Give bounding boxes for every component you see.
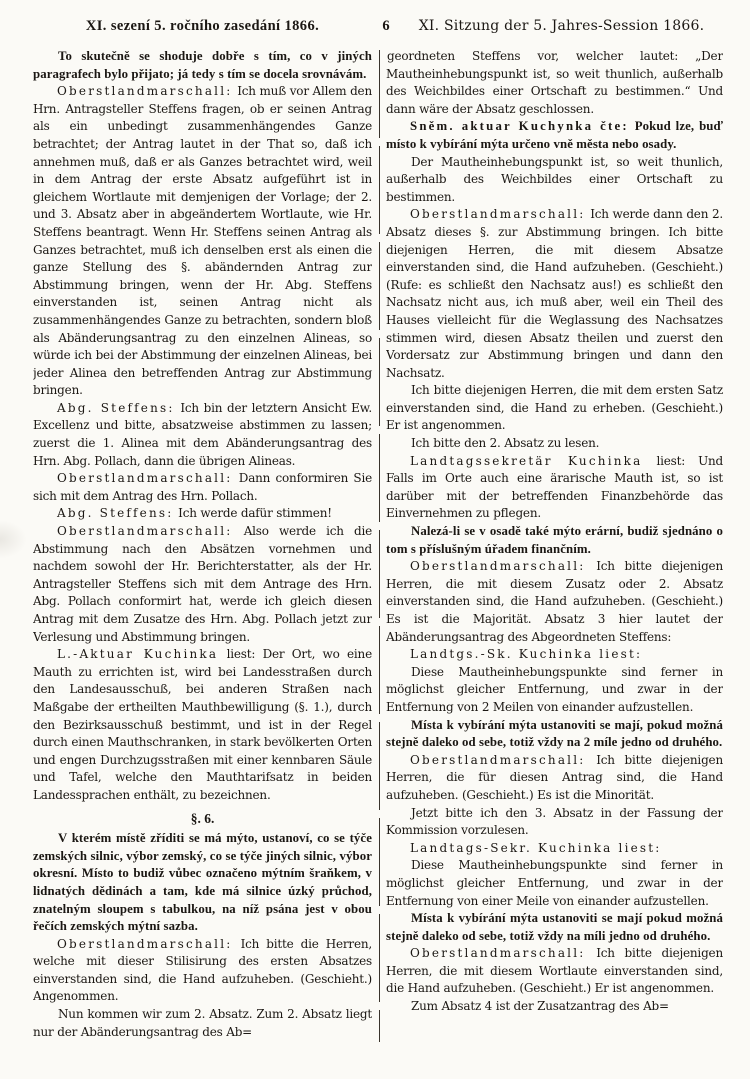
paragraph (386, 435, 723, 453)
paragraph-text: Ich bitte den 2. Absatz zu lesen. (411, 436, 600, 451)
paragraph-text: Jetzt bitte ich den 3. Absatz in der Fassung der Kommission vorzulesen. (386, 805, 723, 838)
paragraph-text: Nun kommen wir zum 2. Absatz. Zum 2. Absatz liegt nur der Abänderungsantrag des Ab= (33, 1007, 372, 1039)
paragraph (386, 998, 723, 1016)
paragraph-text: Ich bitte diejenigen Herren, die mit dem ersten Satz einverstanden sind, die Hand zu erheben. (Geschieht.) Er ist angenommen. (386, 383, 723, 433)
speaker-name: Landtagssekretär Kuchinka (410, 453, 643, 468)
paragraph-text: Pokud lze, buď místo k vybírání mýta určeno vně města nebo osady. (386, 119, 723, 151)
paragraph (33, 470, 372, 505)
paragraph (386, 717, 723, 752)
speaker-name: Oberstlandmarschall: (57, 936, 233, 951)
column-divider-rule (379, 50, 380, 1042)
speaker-name: Landtgs.-Sk. Kuchinka liest: (410, 647, 643, 662)
speaker-name: Oberstlandmarschall: (57, 471, 233, 486)
paragraph (386, 664, 723, 717)
paragraph (33, 505, 372, 523)
paragraph-text: V kterém místě zříditi se má mýto, ustanoví, co se týče zemských silnic, výbor zemský, co se týče jiných silnic, výbor okresní. Místo to budiž vůbec označeno mýtním šraňkem, v lidnatých dědinách a tam, kde má silnice úzký průchod, znatelným sloupem s tabulkou, na níž psána jest v obou řečích zemských mýtní sazba. (33, 831, 372, 934)
speaker-name: Oberstlandmarschall: (410, 559, 586, 574)
paragraph-text: Diese Mautheinhebungspunkte sind ferner in möglichst gleicher Entfernung, und zwar in der Entfernung von 2 Meilen von einander aufzustellen. (386, 664, 723, 714)
paragraph-text: Also werde ich die Abstimmung nach den Absätzen vornehmen und nachdem sowohl der Hr. Berichterstatter, als der Hr. Antragsteller Steffens sich mit dem Antrage des Hrn. Abg. Pollach conformirt hat, werde ich gleich diesen Antrag mit dem Zusatze des Hrn. Abg. Pollach jetzt zur Verlesung und Abstimmung bringen. (33, 524, 372, 644)
paragraph-text: Dann conformiren Sie sich mit dem Antrag des Hrn. Pollach. (33, 471, 372, 503)
paragraph-text: geordneten Steffens vor, welcher lautet: „Der Mautheinhebungspunkt ist, so weit thunlich, außerhalb des Weichbildes einer Ortschaft zu bestimmen.“ Und dann wäre der Absatz geschlossen. (386, 49, 723, 116)
paragraph-text: liest: Der Ort, wo eine Mauth zu errichten ist, wird bei Landesstraßen durch den Landesausschuß, bei anderen Straßen nach Maßgabe der ertheilten Mauthbewilligung (§. 1.), durch den Bezirksausschuß bestimmt, und ist in der Regel durch einen Mauthschranken, in stark bevölkerten Orten und engen Durchzugsstraßen mit einer kennbaren Säule und Tafel, welche den Mauthtarifsatz in beiden Landessprachen enthält, zu bezeichnen. (33, 647, 372, 802)
paragraph-text: Ich muß vor Allem den Hrn. Antragsteller Steffens fragen, ob er seinen Antrag als ein unbedingt zusammenhängendes Ganze betrachtet; der Antrag lautet in der That so, daß ich annehmen muß, daß er als Ganzes betrachtet wird, weil in dem Antrag der erste Absatz aufgeführt ist in gleichem Wortlaute mit demjenigen der Vorlage; der 2. und 3. Absatz aber in abgeändertem Wortlaute, wie Hr. Steffens beantragt. Wenn Hr. Steffens seinen Antrag als Ganzes betrachtet, muß ich denselben erst als einen die ganze Stellung des §. abändernden Antrag zur Abstimmung bringen, wenn der Hr. Abg. Steffens einverstanden ist, seinen Antrag nicht als zusammenhängendes Ganze zu betrachten, sondern bloß als Abänderungsantrag zu den einzelnen Alineas, so würde ich bei der Abstimmung der einzelnen Alineas, bei jeder Alinea den betreffenden Antrag zur Abstimmung bringen. (33, 84, 372, 398)
paragraph (386, 805, 723, 840)
paragraph-text: Místa k vybírání mýta ustanoviti se mají, pokud možná stejně daleko od sebe, totiž vždy na 2 míle jedno od druhého. (386, 717, 723, 750)
paragraph (33, 646, 372, 804)
page-header (33, 18, 723, 35)
paragraph-text: Ich bin der letztern Ansicht Ew. Excellenz und bitte, absatzweise abstimmen zu lassen; zuerst die 1. Alinea mit dem Abänderungsantrag des Hrn. Abg. Pollach, dann die übrigen Alineas. (33, 400, 372, 468)
paragraph (386, 910, 723, 945)
paragraph-text: Zum Absatz 4 ist der Zusatzantrag des Ab= (411, 999, 669, 1014)
speaker-name: Abg. Steffens: (57, 506, 174, 521)
speaker-name: Oberstlandmarschall: (410, 207, 586, 222)
paragraph-text: Nalezá-li se v osadě také mýto erární, budiž sjednáno o tom s příslušným úřadem finančním. (386, 524, 723, 556)
paragraph (386, 752, 723, 805)
paragraph (386, 206, 723, 382)
paragraph-text: Ich bitte die Herren, welche mit dieser Stilisirung des ersten Absatzes einverstanden sind, die Hand aufzuheben. (Geschieht.) Angenommen. (33, 936, 372, 1004)
paragraph (386, 646, 723, 664)
right-column (386, 48, 723, 1048)
paragraph (386, 558, 723, 646)
paragraph-text: To skutečně se shoduje dobře s tím, co v jiných paragrafech bylo přijato; já tedy s tím se docela srovnávám. (33, 49, 372, 81)
speaker-name: Oberstlandmarschall: (57, 524, 233, 539)
paragraph (33, 83, 372, 400)
paragraph (33, 936, 372, 1006)
paragraph (33, 48, 372, 83)
paragraph-text: Místa k vybírání mýta ustanoviti se mají pokud možná stejně daleko od sebe, totiž vždy na míli jedno od druhého. (386, 911, 723, 943)
speaker-name: Oberstlandmarschall: (410, 946, 586, 961)
left-column (33, 48, 372, 1048)
speaker-name: Landtags-Sekr. Kuchinka liest: (410, 840, 662, 855)
header-title-czech: XI. sezení 5. ročního zasedání 1866. (85, 18, 320, 34)
speaker-name: Oberstlandmarschall: (57, 84, 233, 99)
paragraph-text: Der Mautheinhebungspunkt ist, so weit thunlich, außerhalb des Weichbildes einer Ortschaft zu bestimmen. (386, 154, 723, 204)
speaker-name: L.-Aktuar Kuchinka (57, 647, 219, 662)
paragraph-text: Diese Mautheinhebungspunkte sind ferner in möglichst gleicher Entfernung, und zwar in der Entfernung von einer Meile von einander aufzustellen. (386, 858, 723, 908)
paragraph-text: liest: Und Falls im Orte auch eine ärarische Mauth ist, so ist darüber mit der betreffenden Finanzbehörde das Einvernehmen zu pflegen. (386, 453, 723, 521)
paragraph (33, 523, 372, 646)
paragraph-text: Ich bitte diejenigen Herren, die mit diesem Zusatz oder 2. Absatz einverstanden sind, die Hand aufzuheben. (Geschieht.) Es ist die Majorität. Absatz 3 hier lautet der Abänderungsantrag des Abgeordneten Steffens: (386, 559, 723, 644)
section-heading: §. 6. (190, 810, 215, 826)
paragraph (33, 400, 372, 470)
header-title-german: XI. Sitzung der 5. Jahres-Session 1866. (418, 18, 705, 34)
speaker-name: Abg. Steffens: (57, 400, 175, 415)
paragraph-text: Ich werde dafür stimmen! (178, 506, 332, 521)
paragraph-text: Ich werde dann den 2. Absatz dieses §. zur Abstimmung bringen. Ich bitte diejenigen Herren, die mit diesem Absatze einverstanden sind, die Hand aufzuheben. (Geschieht.) (Rufe: es schließt den Nachsatz aus!) es schließt den Nachsatz nicht aus, ich muß aber, weil ein Theil des Hauses vielleicht für die Weglassung des Nachsatzes stimmen wird, diesen Absatz theilen und zuerst den Vordersatz zur Abstimmung bringen und dann den Nachsatz. (386, 207, 723, 380)
paragraph (386, 154, 723, 207)
paragraph (386, 118, 723, 153)
paragraph (386, 453, 723, 523)
page-number: 6 (382, 18, 390, 34)
paragraph-text: Ich bitte diejenigen Herren, die für diesen Antrag sind, die Hand aufzuheben. (Geschieht.) Es ist die Minorität. (386, 752, 723, 802)
speaker-name: Sněm. aktuar Kuchynka čte: (410, 119, 629, 134)
paragraph (386, 840, 723, 858)
paragraph (386, 523, 723, 558)
speaker-name: Oberstlandmarschall: (410, 752, 586, 767)
text-columns (33, 48, 723, 1048)
paragraph (33, 1006, 372, 1041)
paragraph (386, 857, 723, 910)
paragraph (386, 945, 723, 998)
paragraph (33, 830, 372, 936)
paragraph (386, 382, 723, 435)
paragraph (386, 48, 723, 118)
paragraph-text: Ich bitte diejenigen Herren, die mit diesem Wortlaute einverstanden sind, die Hand aufzuheben. (Geschieht.) Er ist angenommen. (386, 946, 723, 996)
